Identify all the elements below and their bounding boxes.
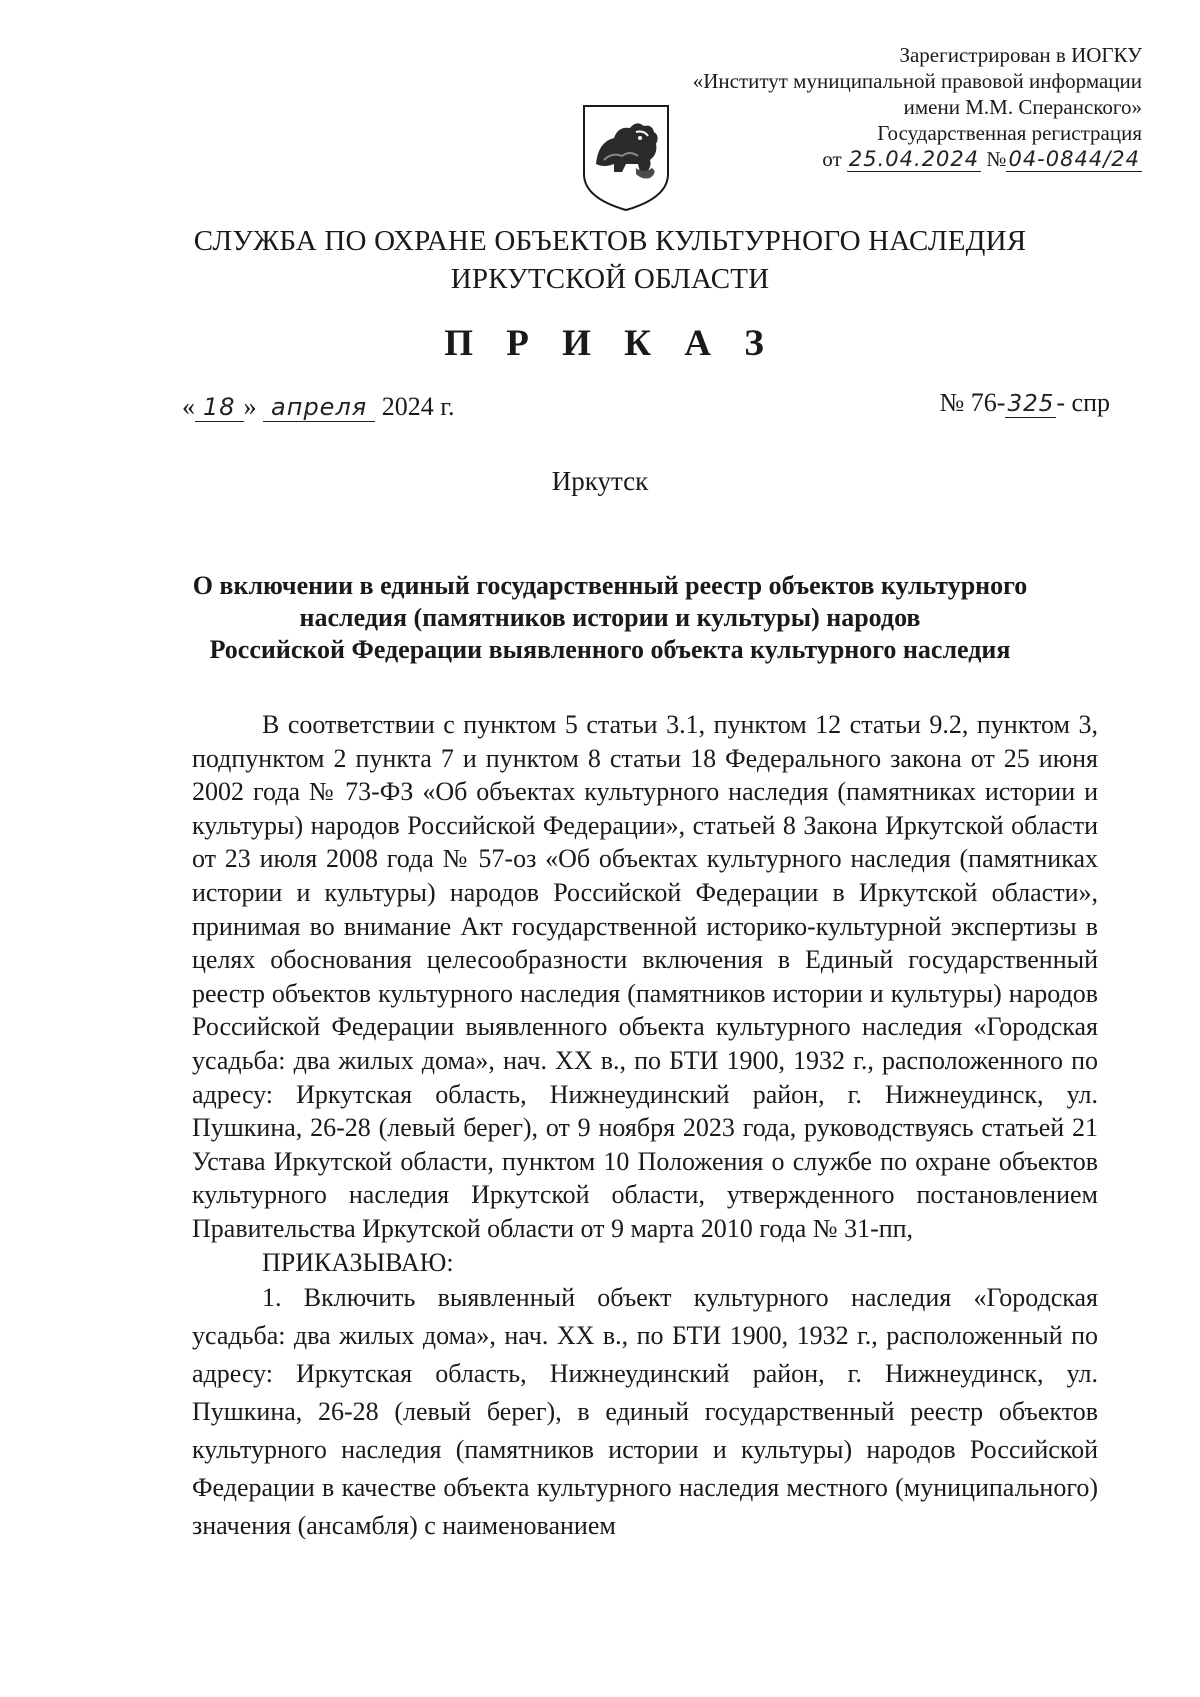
registration-line: имени М.М. Сперанского» <box>903 95 1142 119</box>
subject-line: наследия (памятников истории и культуры) народов <box>299 603 921 632</box>
order-date <box>182 392 454 422</box>
registration-number-prefix: № <box>986 147 1007 171</box>
registration-line: Государственная регистрация <box>877 121 1142 145</box>
order-directive: ПРИКАЗЫВАЮ: <box>262 1247 454 1277</box>
agency-name-line: СЛУЖБА ПО ОХРАНЕ ОБЪЕКТОВ КУЛЬТУРНОГО НАСЛЕДИЯ <box>193 225 1027 257</box>
order-number-suffix: - спр <box>1056 388 1110 417</box>
order-number-prefix: № 76- <box>939 388 1006 417</box>
date-open-quote: « <box>182 392 195 421</box>
order-title: П Р И К А З <box>444 323 776 364</box>
registration-date-handwritten: 25.04.2024 <box>848 147 980 171</box>
city-name: Иркутск <box>551 466 649 496</box>
preamble-paragraph: В соответствии с пунктом 5 статьи 3.1, пунктом 12 статьи 9.2, пунктом 3, подпунктом 2 пункта 7 и пунктом 8 статьи 18 Федерального закона от 25 июня 2002 года № 73-ФЗ «Об объектах культурного наследия (памятниках истории и культуры) народов Российской Федерации», статьей 8 Закона Иркутской области от 23 июля 2008 года № 57-оз «Об объектах культурного наследия (памятниках истории и культуры) народов Российской Федерации в Иркутской области», принимая во внимание Акт государственной историко-культурной экспертизы в целях обоснования целесообразности включения в Единый государственный реестр объектов культурного наследия (памятников истории и культуры) народов Российской Федерации выявленного объекта культурного наследия «Городская усадьба: два жилых дома», нач. XX в., по БТИ 1900, 1932 г., расположенного по адресу: Иркутская область, Нижнеудинский район, г. Нижнеудинск, ул. Пушкина, 26-28 (левый берег), от 9 ноября 2023 года, руководствуясь статьей 21 Устава Иркутской области, пунктом 10 Положения о службе по охране объектов культурного наследия Иркутской области, утвержденного постановлением Правительства Иркутской области от 9 марта 2010 года № 31-пп, <box>192 710 1098 1243</box>
registration-stamp <box>622 42 1142 172</box>
date-year: 2024 г. <box>381 392 455 421</box>
order-item-1: 1. Включить выявленный объект культурного наследия «Городская усадьба: два жилых дома», нач. XX в., по БТИ 1900, 1932 г., расположенный по адресу: Иркутская область, Нижнеудинский район, г. Нижнеудинск, ул. Пушкина, 26-28 (левый берег), в единый государственный реестр объектов культурного наследия (памятников истории и культуры) народов Российской Федерации в качестве объекта культурного наследия местного (муниципального) значения (ансамбля) с наименованием <box>192 1283 1098 1541</box>
date-month-handwritten: апреля <box>263 393 375 422</box>
registration-number-handwritten: 04-0844/24 <box>1008 147 1140 171</box>
registration-line: «Институт муниципальной правовой информации <box>692 69 1142 93</box>
date-day-handwritten: 18 <box>195 393 244 422</box>
order-number <box>940 388 1111 418</box>
subject-line: О включении в единый государственный реестр объектов культурного <box>192 571 1028 600</box>
order-number-handwritten: 325 <box>1007 391 1055 417</box>
coat-of-arms-icon <box>578 102 674 214</box>
date-close-quote: » <box>243 392 257 421</box>
order-subject <box>170 570 1050 666</box>
agency-name <box>160 222 1060 298</box>
registration-line: Зарегистрирован в ИОГКУ <box>899 43 1142 67</box>
subject-line: Российской Федерации выявленного объекта культурного наследия <box>209 635 1011 664</box>
agency-name-line: ИРКУТСКОЙ ОБЛАСТИ <box>450 263 770 295</box>
order-body <box>192 708 1098 1545</box>
registration-date-prefix: от <box>822 147 842 171</box>
registration-date-line <box>622 146 1142 172</box>
